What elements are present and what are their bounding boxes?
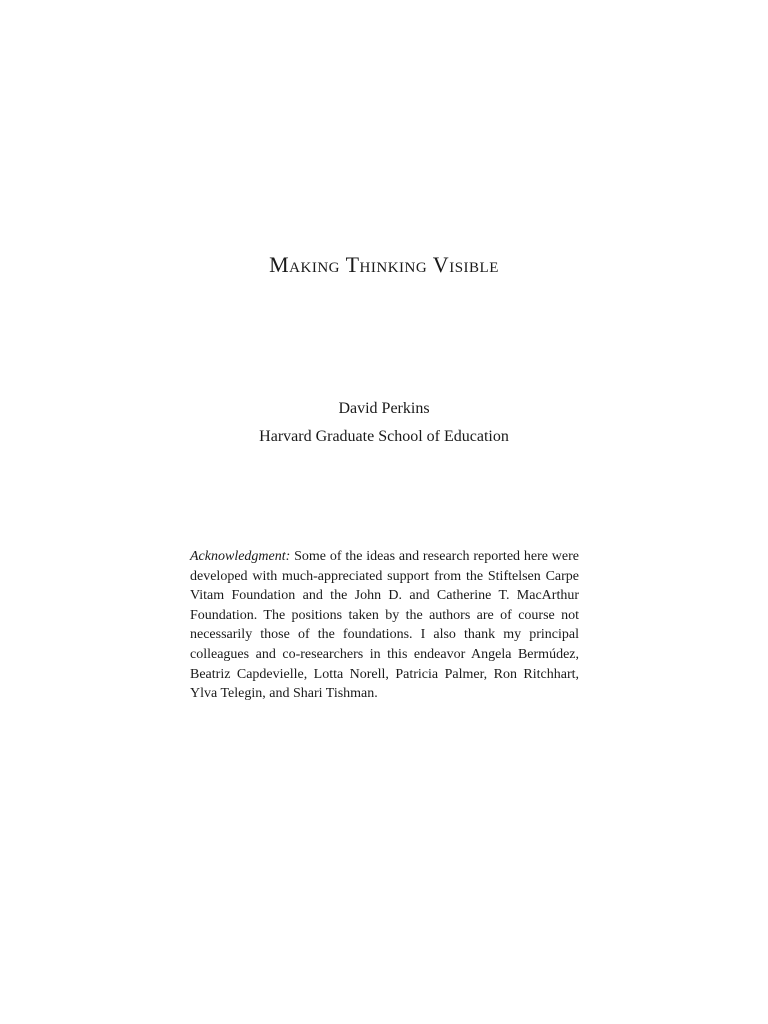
acknowledgment-text: Some of the ideas and research reported here were developed with much-appreciated support from the Stiftelsen Carpe Vitam Foundation and the John D. and Catherine T. MacArthur Foundation. The positions taken by the authors are of course not necessarily those of the foundations. I also thank my principal colleagues and co-researchers in this endeavor Angela Bermúdez, Beatriz Capdevielle, Lotta Norell, Patricia Palmer, Ron Ritchhart, Ylva Telegin, and Shari Tishman.: [190, 549, 579, 702]
author-name: David Perkins: [338, 400, 430, 417]
author-affiliation: Harvard Graduate School of Education: [259, 428, 509, 445]
acknowledgment-paragraph: [190, 547, 579, 704]
page-title: Making Thinking Visible: [269, 252, 499, 277]
acknowledgment-label: Acknowledgment:: [190, 549, 291, 564]
